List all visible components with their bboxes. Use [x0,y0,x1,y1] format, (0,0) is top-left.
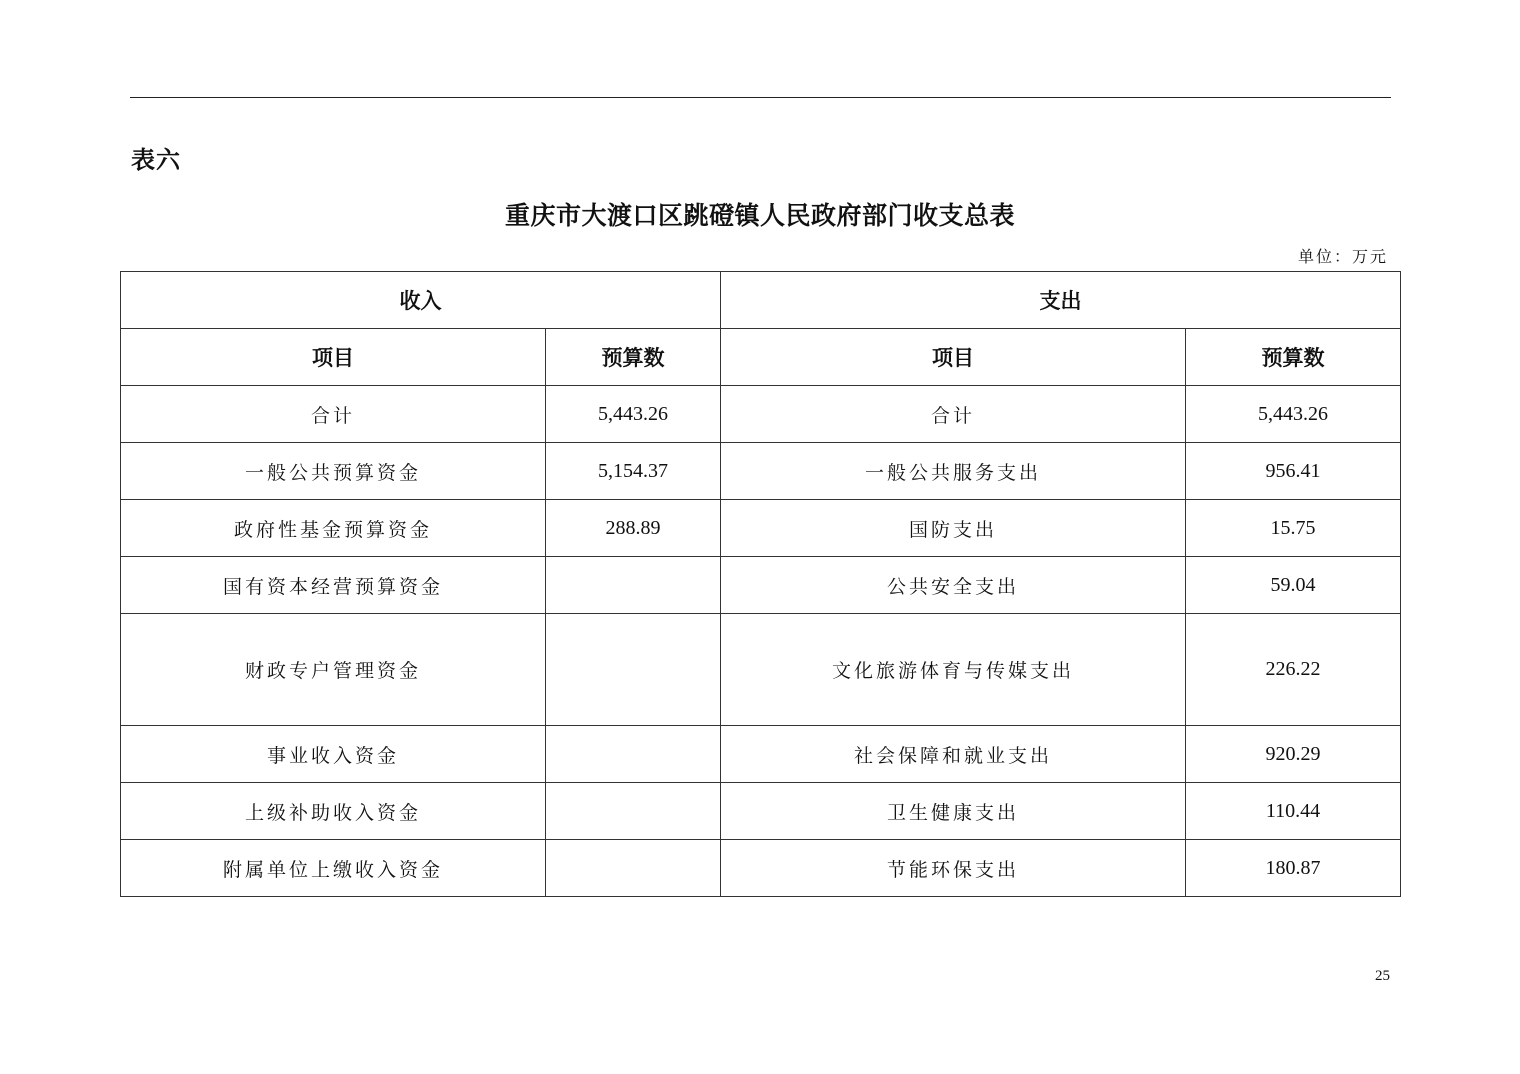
income-value [546,614,721,726]
expense-header: 支出 [721,272,1401,329]
budget-table [120,271,1401,897]
income-value [546,726,721,783]
income-item-header: 项目 [121,329,546,386]
table-row [121,386,1401,443]
income-budget-header: 预算数 [546,329,721,386]
expense-value: 110.44 [1186,783,1401,840]
income-item: 一般公共预算资金 [121,443,546,500]
table-row [121,500,1401,557]
table-row [121,614,1401,726]
expense-item: 文化旅游体育与传媒支出 [721,614,1186,726]
expense-value: 5,443.26 [1186,386,1401,443]
income-item: 附属单位上缴收入资金 [121,840,546,897]
income-item: 上级补助收入资金 [121,783,546,840]
income-item: 财政专户管理资金 [121,614,546,726]
expense-value: 15.75 [1186,500,1401,557]
header-rule [130,97,1391,98]
income-item: 政府性基金预算资金 [121,500,546,557]
table-row [121,783,1401,840]
expense-item: 合计 [721,386,1186,443]
table-row [121,557,1401,614]
page-title: 重庆市大渡口区跳磴镇人民政府部门收支总表 [504,201,1015,230]
column-header-row [121,329,1401,386]
income-item: 合计 [121,386,546,443]
expense-value: 226.22 [1186,614,1401,726]
expense-value: 956.41 [1186,443,1401,500]
income-value: 288.89 [546,500,721,557]
income-item: 事业收入资金 [121,726,546,783]
income-value [546,840,721,897]
table-label: 表六 [131,146,181,174]
income-value [546,557,721,614]
table-row [121,443,1401,500]
income-value [546,783,721,840]
expense-item: 卫生健康支出 [721,783,1186,840]
expense-item-header: 项目 [721,329,1186,386]
expense-value: 180.87 [1186,840,1401,897]
table-row [121,840,1401,897]
income-value: 5,443.26 [546,386,721,443]
expense-budget-header: 预算数 [1186,329,1401,386]
section-header-row [121,272,1401,329]
income-value: 5,154.37 [546,443,721,500]
expense-item: 节能环保支出 [721,840,1186,897]
expense-item: 一般公共服务支出 [721,443,1186,500]
page-number: 25 [1375,968,1390,984]
expense-item: 公共安全支出 [721,557,1186,614]
expense-item: 国防支出 [721,500,1186,557]
expense-value: 59.04 [1186,557,1401,614]
unit-note: 单位：万元 [1297,247,1388,266]
expense-item: 社会保障和就业支出 [721,726,1186,783]
income-item: 国有资本经营预算资金 [121,557,546,614]
table-row [121,726,1401,783]
expense-value: 920.29 [1186,726,1401,783]
income-header: 收入 [121,272,721,329]
